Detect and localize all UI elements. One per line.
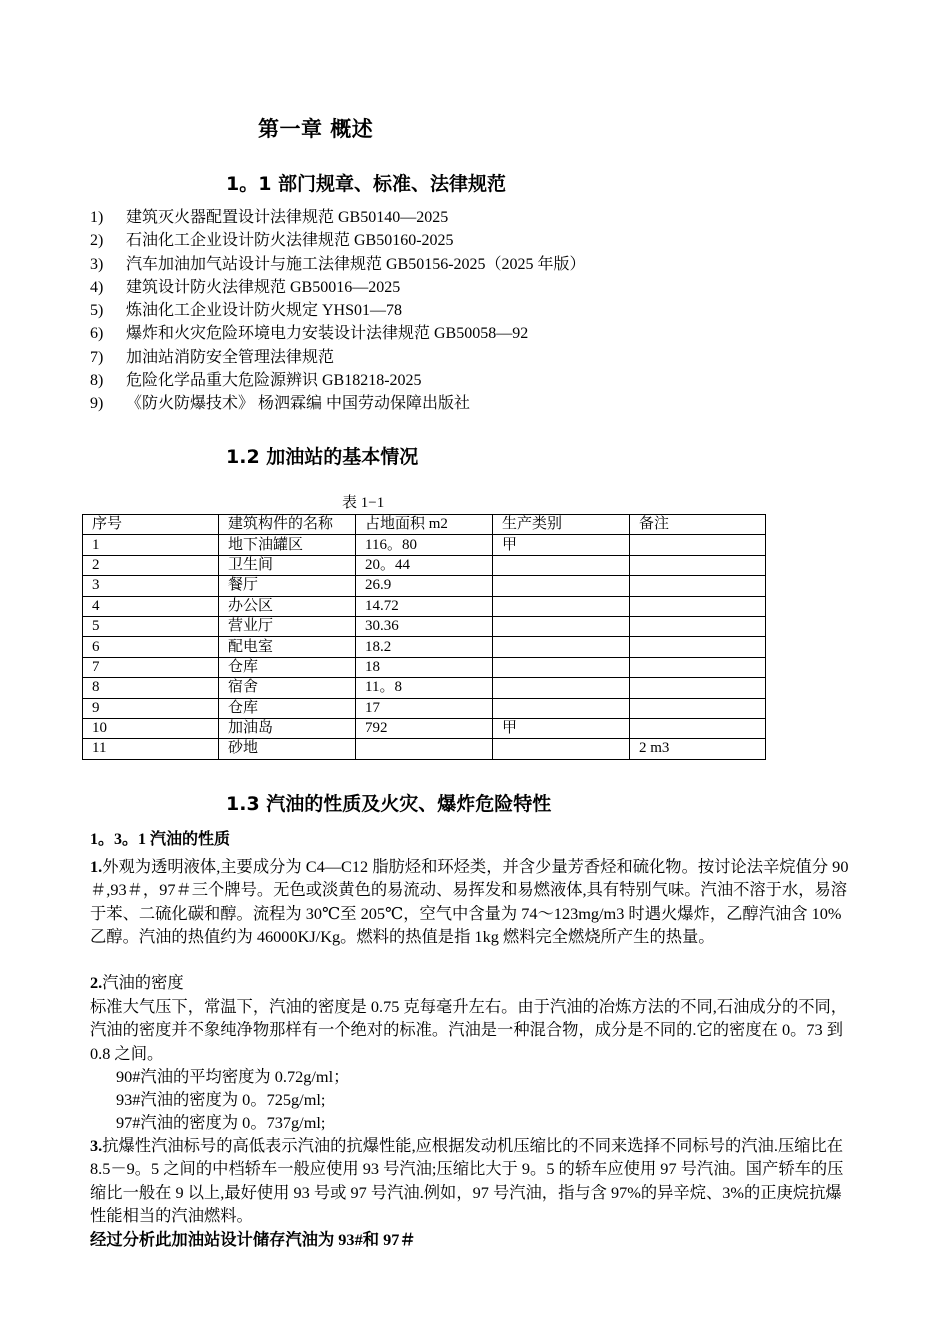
- table-row: [83, 718, 766, 738]
- table-cell: 9: [83, 698, 219, 718]
- list-item-number: 3): [90, 255, 104, 273]
- paragraph-text: 抗爆性汽油标号的高低表示汽油的抗爆性能,应根据发动机压缩比的不同来选择不同标号的汽油.压缩比在 8.5－9。5 之间的中档轿车一般应使用 93 号汽油;压缩比大于 9。5 的轿车应使用 97 号汽油。国产轿车的压缩比一般在 9 以上,最好使用 93 号或 97 号汽油.例如，97 号汽油，指与含 97%的异辛烷、3%的正庚烷抗爆性能相当的汽油燃料。: [90, 1136, 844, 1225]
- table-cell: 792: [356, 718, 493, 738]
- paragraph-number: 1.: [90, 857, 103, 876]
- section-1-2-title: 1.2 加油站的基本情况: [226, 446, 419, 468]
- table-cell: [493, 637, 630, 657]
- table-cell: 2 m3: [630, 739, 766, 759]
- list-item-text: 危险化学品重大危险源辨识 GB18218-2025: [126, 372, 422, 390]
- table-cell: [630, 616, 766, 636]
- table-cell: [493, 555, 630, 575]
- chapter-title: 第一章 概述: [258, 117, 374, 141]
- table-header-cell: 备注: [630, 515, 766, 535]
- paragraph-heading-text: 汽油的密度: [102, 973, 184, 992]
- table-cell: 116。80: [356, 535, 493, 555]
- table-header-cell: 生产类别: [493, 515, 630, 535]
- table-cell: 办公区: [219, 596, 356, 616]
- table-cell: 砂地: [219, 739, 356, 759]
- list-item: [90, 369, 586, 392]
- section-1-1-title: 1。1 部门规章、标准、法律规范: [226, 173, 507, 195]
- table-cell: 宿舍: [219, 678, 356, 698]
- table-cell: [493, 657, 630, 677]
- table-cell: [493, 678, 630, 698]
- list-item-number: 7): [90, 348, 104, 366]
- table-cell: 18: [356, 657, 493, 677]
- table-cell: 20。44: [356, 555, 493, 575]
- table-cell: 18.2: [356, 637, 493, 657]
- list-item-text: 爆炸和火灾危险环境电力安装设计法律规范 GB50058—92: [126, 325, 529, 343]
- table-cell: 仓库: [219, 657, 356, 677]
- table-row: [83, 535, 766, 555]
- table-row: [83, 739, 766, 759]
- table-cell: 5: [83, 616, 219, 636]
- list-item: [90, 229, 586, 252]
- list-item-text: 石油化工企业设计防火法律规范 GB50160-2025: [126, 232, 454, 250]
- table-cell: 10: [83, 718, 219, 738]
- list-item-text: 建筑灭火器配置设计法律规范 GB50140—2025: [126, 209, 449, 226]
- table-cell: [493, 698, 630, 718]
- table-cell: 3: [83, 576, 219, 596]
- table-cell: [630, 596, 766, 616]
- density-90: 90#汽油的平均密度为 0.72g/ml；: [116, 1067, 350, 1086]
- table-cell: [630, 535, 766, 555]
- list-item-number: 5): [90, 302, 104, 320]
- table-cell: [630, 637, 766, 657]
- table-cell: [630, 657, 766, 677]
- list-item: [90, 276, 586, 299]
- list-item-number: 2): [90, 232, 104, 250]
- table-cell: 4: [83, 596, 219, 616]
- table-cell: 1: [83, 535, 219, 555]
- subsection-title: 1。3。1 汽油的性质: [90, 831, 231, 848]
- table-body: [83, 515, 766, 760]
- table-cell: [630, 555, 766, 575]
- table-cell: 8: [83, 678, 219, 698]
- table-cell: [356, 739, 493, 759]
- density-97: 97#汽油的密度为 0。737g/ml;: [116, 1113, 326, 1132]
- table-row: [83, 657, 766, 677]
- paragraph-density-title: [90, 971, 850, 994]
- table-row: [83, 678, 766, 698]
- density-93: 93#汽油的密度为 0。725g/ml;: [116, 1090, 326, 1109]
- table-cell: [630, 576, 766, 596]
- table-cell: 甲: [493, 535, 630, 555]
- table-row: [83, 555, 766, 575]
- table-cell: [630, 718, 766, 738]
- table-cell: 地下油罐区: [219, 535, 356, 555]
- list-item-number: 4): [90, 278, 104, 296]
- table-cell: 2: [83, 555, 219, 575]
- table-row: [83, 596, 766, 616]
- table-header-cell: 占地面积 m2: [356, 515, 493, 535]
- list-item-number: 8): [90, 372, 104, 390]
- list-item: [90, 206, 586, 229]
- table-cell: 仓库: [219, 698, 356, 718]
- table-row: [83, 616, 766, 636]
- list-item: [90, 322, 586, 345]
- table-cell: 11。8: [356, 678, 493, 698]
- paragraph-appearance: [90, 855, 850, 948]
- table-cell: 营业厅: [219, 616, 356, 636]
- section-1-3-title: 1.3 汽油的性质及火灾、爆炸危险特性: [226, 793, 552, 815]
- list-item-text: 炼油化工企业设计防火规定 YHS01—78: [126, 302, 403, 320]
- paragraph-text: 外观为透明液体,主要成分为 C4—C12 脂肪烃和环烃类，并含少量芳香烃和硫化物。按讨论法辛烷值分 90＃,93＃，97＃三个牌号。无色或淡黄色的易流动、易挥发和易燃液体,具有特别气味。汽油不溶于水，易溶于苯、二硫化碳和醇。流程为 30℃至 205℃，空气中含量为 74～123mg/m3 时遇火爆炸，乙醇汽油含 10%乙醇。汽油的热值约为 46000KJ/Kg。燃料的热值是指 1kg 燃料完全燃烧所产生的热量。: [90, 857, 849, 946]
- list-item-number: 9): [90, 395, 104, 413]
- list-item-text: 建筑设计防火法律规范 GB50016—2025: [126, 278, 401, 296]
- table-header-cell: 序号: [83, 515, 219, 535]
- list-item-text: 汽车加油加气站设计与施工法律规范 GB50156-2025（2025 年版）: [126, 255, 586, 273]
- table-cell: 17: [356, 698, 493, 718]
- table-row: [83, 576, 766, 596]
- table-cell: 餐厅: [219, 576, 356, 596]
- list-item: [90, 346, 586, 369]
- table-row: [83, 698, 766, 718]
- table-cell: 甲: [493, 718, 630, 738]
- table-header-row: [83, 515, 766, 535]
- table-caption: 表 1−1: [342, 495, 385, 511]
- table-cell: 14.72: [356, 596, 493, 616]
- table-cell: 7: [83, 657, 219, 677]
- table-row: [83, 637, 766, 657]
- table-cell: 加油岛: [219, 718, 356, 738]
- table-cell: [493, 616, 630, 636]
- paragraph-number: 2.: [90, 973, 103, 992]
- paragraph-density: 标准大气压下，常温下，汽油的密度是 0.75 克每毫升左右。由于汽油的冶炼方法的不同,石油成分的不同，汽油的密度并不象纯净物那样有一个绝对的标准。汽油是一种混合物，成分是不同的.它的密度在 0。73 到 0.8 之间。: [90, 997, 848, 1063]
- building-table: [82, 514, 766, 760]
- list-item: [90, 299, 586, 322]
- table-cell: 6: [83, 637, 219, 657]
- conclusion-line: 经过分析此加油站设计储存汽油为 93#和 97＃: [90, 1230, 416, 1249]
- table-cell: [493, 596, 630, 616]
- table-cell: 11: [83, 739, 219, 759]
- list-item-number: 1): [90, 209, 104, 226]
- list-item: [90, 392, 586, 415]
- paragraph-number: 3.: [90, 1136, 103, 1155]
- list-item-text: 加油站消防安全管理法律规范: [126, 348, 335, 366]
- table-cell: [493, 576, 630, 596]
- list-item-number: 6): [90, 325, 104, 343]
- table-cell: 26.9: [356, 576, 493, 596]
- table-cell: 配电室: [219, 637, 356, 657]
- list-item: [90, 253, 586, 276]
- table-cell: [630, 678, 766, 698]
- table-cell: [493, 739, 630, 759]
- table-cell: 卫生间: [219, 555, 356, 575]
- table-cell: [630, 698, 766, 718]
- paragraph-antiknock: [90, 1134, 850, 1227]
- regulations-list: [90, 206, 586, 416]
- list-item-text: 《防火防爆技术》 杨泗霖编 中国劳动保障出版社: [126, 395, 471, 413]
- table-header-cell: 建筑构件的名称: [219, 515, 356, 535]
- table-cell: 30.36: [356, 616, 493, 636]
